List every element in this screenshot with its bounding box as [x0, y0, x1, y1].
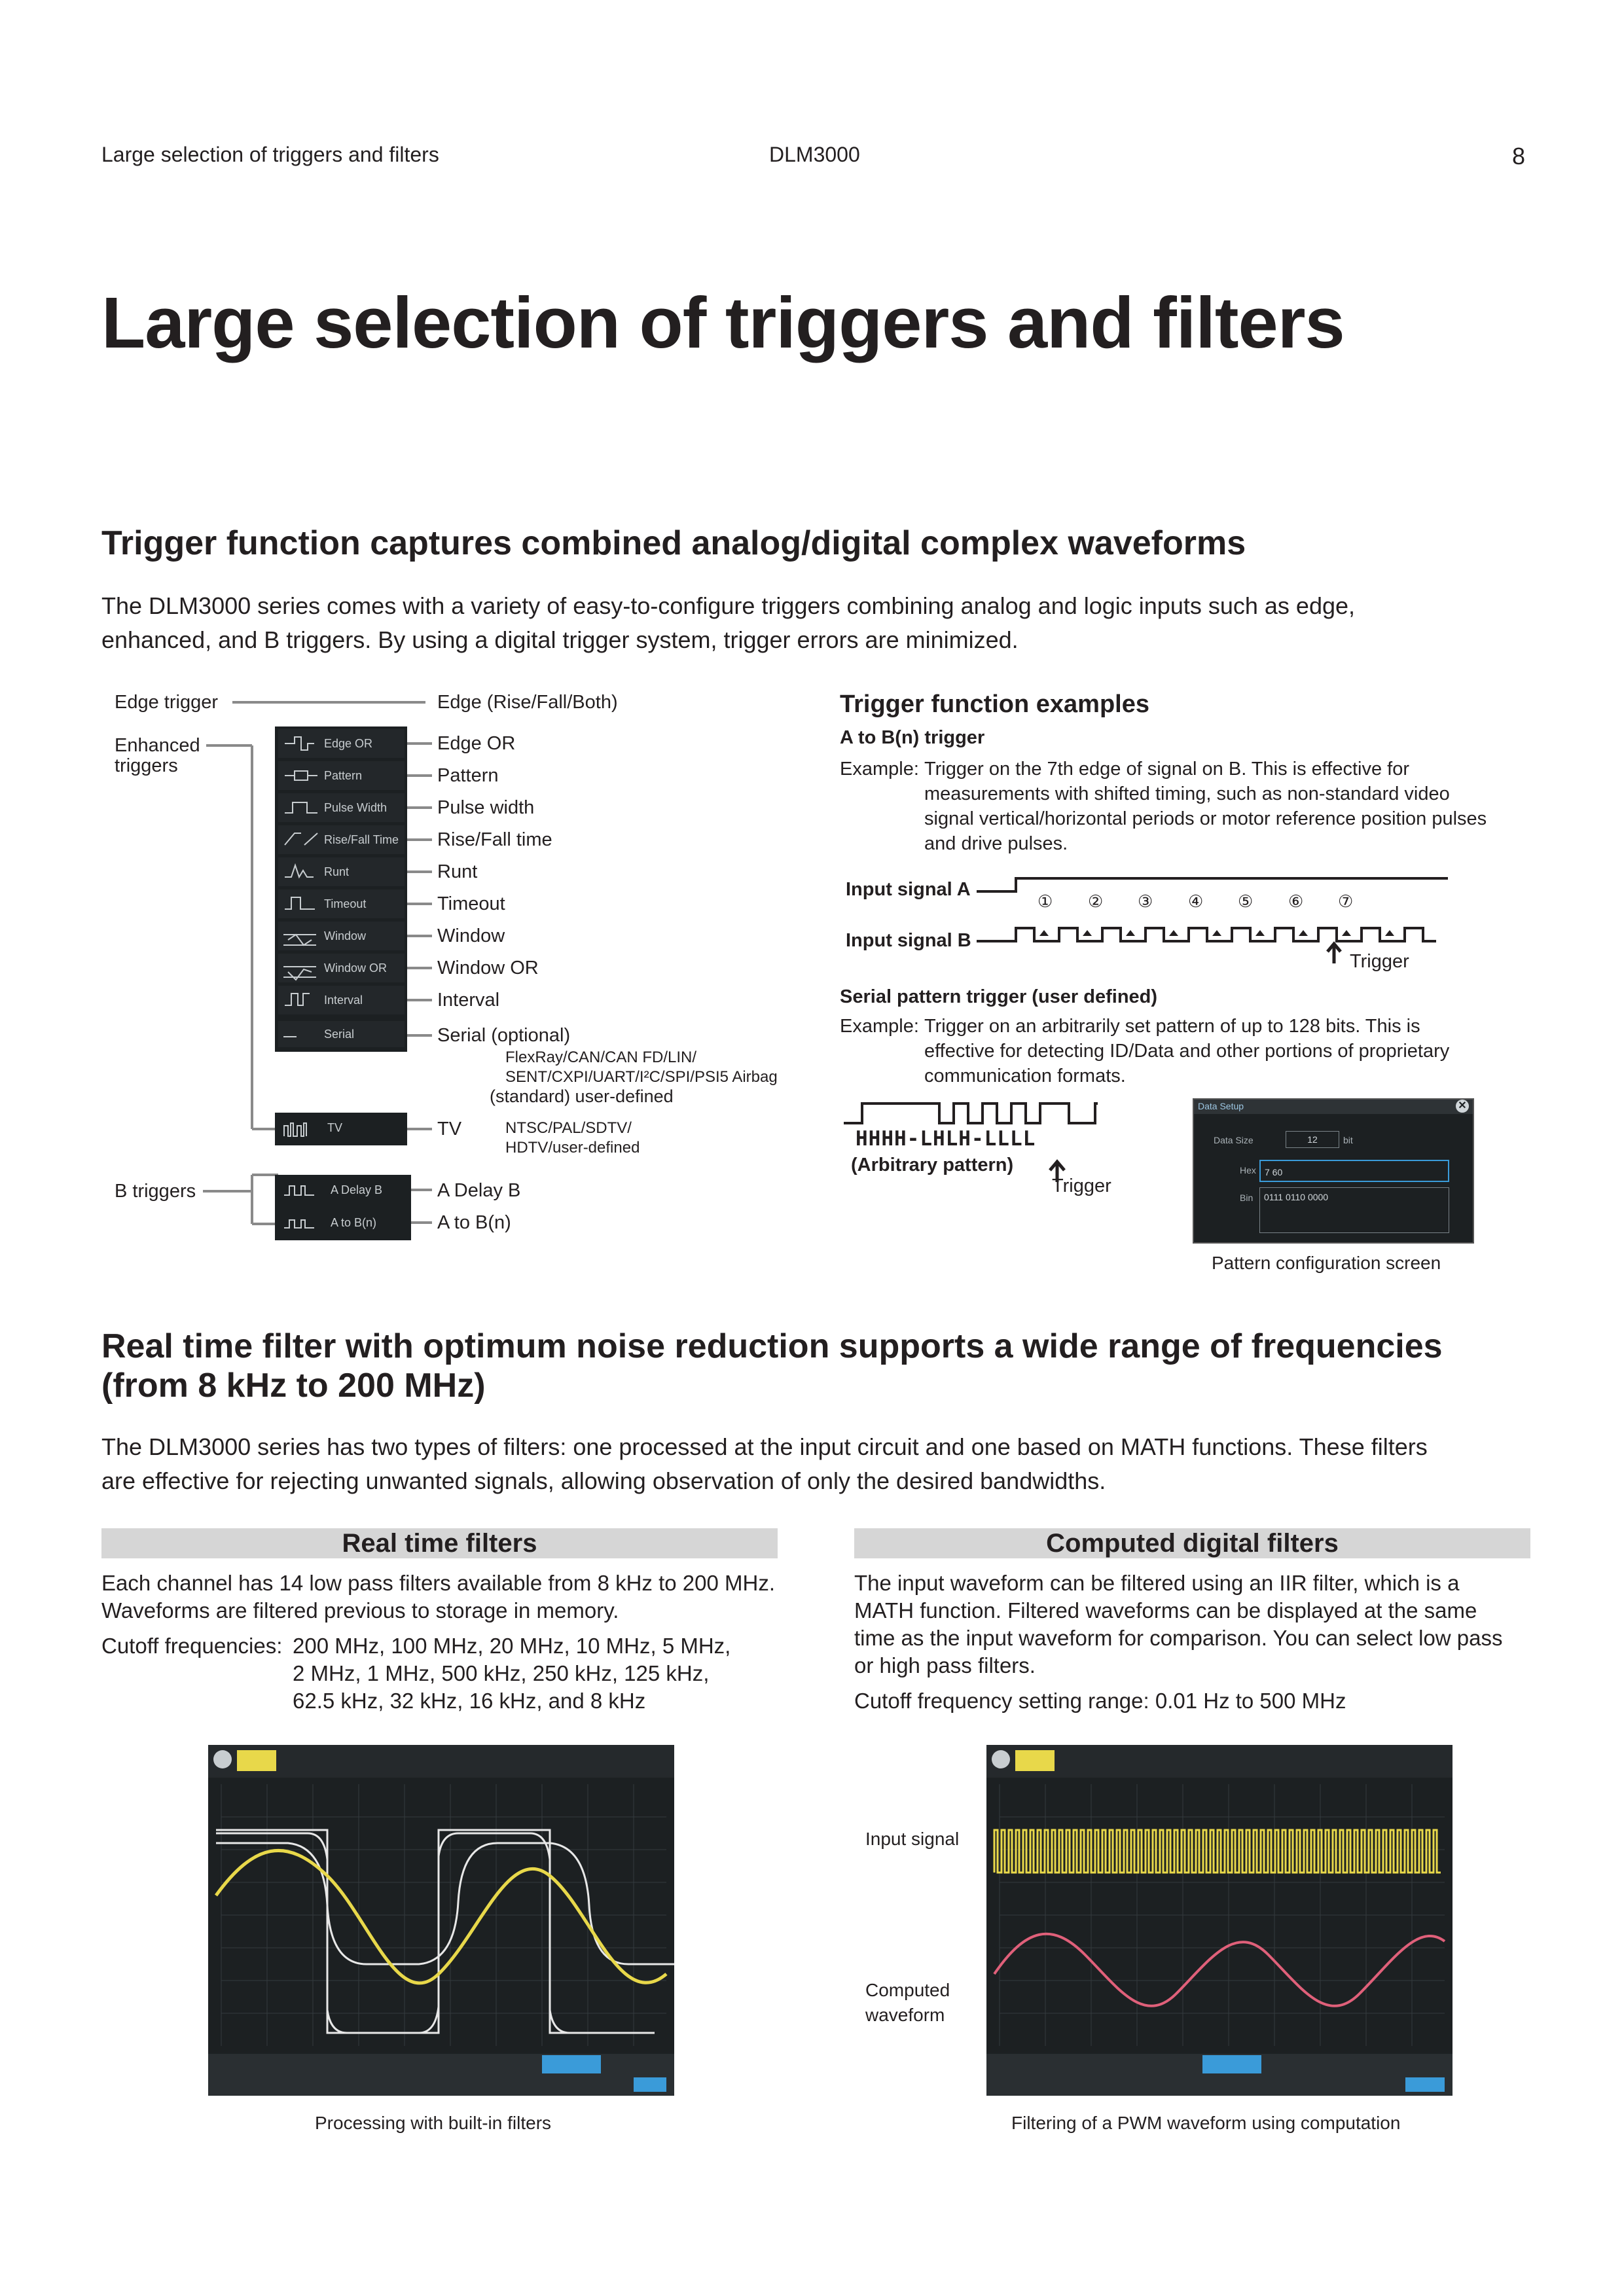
- edge-number-3: ③: [1138, 891, 1153, 911]
- input-a-label: Input signal A: [846, 879, 971, 900]
- computed-filtered-waveform: [994, 1934, 1445, 2006]
- serial-detail-3: (standard) user-defined: [490, 1086, 674, 1106]
- edge-number-7: ⑦: [1338, 891, 1354, 911]
- running-header-product: DLM3000: [769, 143, 860, 166]
- close-icon[interactable]: ✕: [1456, 1100, 1469, 1113]
- menu-item-label: Pulse Width: [324, 801, 388, 814]
- computed-waveform-label-2: waveform: [865, 2005, 945, 2025]
- input-b-label: Input signal B: [846, 930, 971, 951]
- cutoff-line3: 62.5 kHz, 32 kHz, 16 kHz, and 8 kHz: [293, 1689, 646, 1713]
- window-or-icon: [283, 967, 316, 980]
- enhanced-item-rise-fall: Rise/Fall time: [437, 829, 552, 850]
- serial-example-label: Example:: [840, 1016, 919, 1037]
- filter-intro-line2: are effective for rejecting unwanted signals, allowing observation of only the desired bandwidths.: [101, 1467, 1106, 1494]
- examples-heading: Trigger function examples: [840, 691, 1149, 718]
- serial-pattern-title: Serial pattern trigger (user defined): [840, 986, 1158, 1007]
- trigger-intro-line1: The DLM3000 series comes with a variety of easy-to-configure triggers combining analog and logic inputs such as edge,: [101, 592, 1356, 619]
- tv-detail-2: HDTV/user-defined: [505, 1139, 640, 1157]
- hex-input[interactable]: 7 60: [1259, 1160, 1449, 1182]
- bin-input[interactable]: 0111 0110 0000: [1259, 1187, 1449, 1233]
- menu-item-label: Runt: [324, 865, 350, 878]
- computed-waveform-label-1: Computed: [865, 1980, 950, 2000]
- cutoff-label: Cutoff frequencies:: [101, 1634, 283, 1658]
- edge-number-5: ⑤: [1238, 891, 1254, 911]
- input-signal-label: Input signal: [865, 1829, 960, 1849]
- screen-title: Data Setup: [1198, 1101, 1244, 1111]
- interval-icon: [285, 994, 310, 1005]
- b-menu-icons: [280, 1178, 326, 1237]
- pulse-width-icon: [285, 802, 317, 813]
- realtime-panel-bar: Real time filters: [101, 1528, 778, 1558]
- enhanced-item-interval: Interval: [437, 990, 500, 1011]
- b-menu-a-delay-b: A Delay B: [331, 1183, 383, 1196]
- computed-line4: or high pass filters.: [854, 1653, 1036, 1677]
- serial-detail-1: FlexRay/CAN/CAN FD/LIN/: [505, 1049, 697, 1066]
- pattern-bits: HHHH-LHLH-LLLL: [856, 1127, 1036, 1151]
- screen-hex-label: Hex: [1240, 1165, 1256, 1175]
- tv-label: TV: [437, 1119, 462, 1139]
- a-to-bn-timing-diagram: [969, 864, 1492, 969]
- atob-line2: measurements with shifted timing, such as non-standard video: [924, 783, 1450, 804]
- pattern-icon: [285, 771, 317, 780]
- enhanced-item-timeout: Timeout: [437, 893, 505, 914]
- pattern-screen-caption: Pattern configuration screen: [1212, 1253, 1441, 1273]
- b-menu-a-to-bn: A to B(n): [331, 1216, 377, 1229]
- computed-line2: MATH function. Filtered waveforms can be displayed at the same: [854, 1598, 1477, 1623]
- pattern-caption: (Arbitrary pattern): [851, 1155, 1014, 1175]
- serial-line1: Trigger on an arbitrarily set pattern of up to 128 bits. This is: [924, 1016, 1420, 1037]
- atob-example-label: Example:: [840, 759, 919, 780]
- pwm-input-waveform: [994, 1830, 1441, 1873]
- enhanced-item-edge-or: Edge OR: [437, 733, 516, 754]
- enhanced-label-1: Enhanced: [115, 735, 200, 756]
- atob-trigger-label: Trigger: [1350, 951, 1409, 972]
- edge-or-icon: [285, 737, 314, 750]
- menu-item-label: Timeout: [324, 897, 367, 910]
- edge-number-6: ⑥: [1288, 891, 1304, 911]
- trigger-intro-line2: enhanced, and B triggers. By using a digital trigger system, trigger errors are minimized.: [101, 626, 1019, 653]
- screen-bin-label: Bin: [1240, 1193, 1254, 1203]
- computed-caption: Filtering of a PWM waveform using computation: [1011, 2113, 1401, 2133]
- atob-line4: and drive pulses.: [924, 833, 1068, 854]
- sine-wave-8khz: [216, 1850, 666, 1982]
- filtered-wave-1: [216, 1833, 648, 2033]
- edge-number-2: ②: [1088, 891, 1104, 911]
- b-item-a-to-bn: A to B(n): [437, 1212, 511, 1233]
- serial-line3: communication formats.: [924, 1066, 1126, 1086]
- filtered-wave-2: [216, 1843, 674, 1964]
- b-triggers-label: B triggers: [115, 1181, 196, 1202]
- enhanced-label-2: triggers: [115, 755, 178, 776]
- rise-fall-icon: [285, 833, 317, 845]
- a-delay-b-icon: [284, 1186, 314, 1195]
- realtime-line1: Each channel has 14 low pass filters available from 8 kHz to 200 MHz.: [101, 1571, 775, 1595]
- filter-heading-line1: Real time filter with optimum noise reduction supports a wide range of frequencies: [101, 1327, 1443, 1365]
- screen-size-unit: bit: [1343, 1135, 1353, 1145]
- running-header-section: Large selection of triggers and filters: [101, 143, 439, 166]
- page-number: 8: [1512, 143, 1526, 170]
- pattern-trigger-label: Trigger: [1052, 1175, 1111, 1196]
- b-item-a-delay-b: A Delay B: [437, 1180, 521, 1201]
- edge-trigger-label: Edge trigger: [115, 692, 218, 713]
- enhanced-item-pattern: Pattern: [437, 765, 499, 786]
- trigger-arrow-icon: [1327, 944, 1341, 963]
- realtime-caption: Processing with built-in filters: [315, 2113, 552, 2133]
- computed-panel-bar: Computed digital filters: [854, 1528, 1530, 1558]
- cutoff-line2: 2 MHz, 1 MHz, 500 kHz, 250 kHz, 125 kHz,: [293, 1661, 710, 1685]
- edge-number-1: ①: [1038, 891, 1053, 911]
- computed-line1: The input waveform can be filtered using an IIR filter, which is a: [854, 1571, 1460, 1595]
- menu-item-label: Rise/Fall Time: [324, 833, 399, 846]
- serial-detail-2: SENT/CXPI/UART/I²C/SPI/PSI5 Airbag: [505, 1068, 778, 1086]
- signal-a-waveform: [977, 878, 1448, 891]
- computed-range: Cutoff frequency setting range: 0.01 Hz to 500 MHz: [854, 1689, 1346, 1713]
- menu-item-label: Interval: [324, 994, 363, 1007]
- realtime-scope-waveforms: [208, 1745, 674, 2096]
- computed-scope-waveforms: [986, 1745, 1453, 2096]
- atob-line3: signal vertical/horizontal periods or motor reference position pulses: [924, 808, 1487, 829]
- page-title: Large selection of triggers and filters: [101, 283, 1344, 363]
- edge-number-4: ④: [1188, 891, 1204, 911]
- tv-detail-1: NTSC/PAL/SDTV/: [505, 1119, 632, 1137]
- menu-item-label: Pattern: [324, 769, 363, 782]
- trigger-section-heading: Trigger function captures combined analog/digital complex waveforms: [101, 524, 1246, 562]
- runt-icon: [285, 865, 314, 877]
- cutoff-line1: 200 MHz, 100 MHz, 20 MHz, 10 MHz, 5 MHz,: [293, 1634, 731, 1658]
- atob-title: A to B(n) trigger: [840, 727, 985, 748]
- computed-line3: time as the input waveform for comparison. You can select low pass: [854, 1626, 1503, 1650]
- serial-waveform: [844, 1103, 1098, 1123]
- square-wave-200mhz: [216, 1830, 655, 2033]
- menu-item-label: Window OR: [324, 961, 388, 975]
- pattern-config-screen: [1193, 1098, 1474, 1244]
- screen-size-label: Data Size: [1214, 1135, 1254, 1145]
- window-icon: [283, 935, 316, 945]
- menu-icons: [278, 729, 324, 1050]
- menu-item-label: Serial: [324, 1028, 355, 1041]
- timeout-icon: [285, 897, 315, 909]
- filter-heading-line2: (from 8 kHz to 200 MHz): [101, 1367, 486, 1405]
- menu-item-label: Edge OR: [324, 737, 373, 750]
- a-to-bn-icon: [284, 1220, 314, 1228]
- atob-line1: Trigger on the 7th edge of signal on B. This is effective for: [924, 759, 1410, 780]
- enhanced-item-pulse-width: Pulse width: [437, 797, 535, 818]
- realtime-line2: Waveforms are filtered previous to storage in memory.: [101, 1598, 619, 1623]
- enhanced-item-window: Window: [437, 925, 505, 946]
- menu-item-label: Window: [324, 929, 367, 942]
- enhanced-item-serial: Serial (optional): [437, 1025, 571, 1046]
- data-size-input[interactable]: 12: [1286, 1131, 1339, 1148]
- tv-icon: [281, 1121, 321, 1140]
- enhanced-item-runt: Runt: [437, 861, 478, 882]
- filter-intro-line1: The DLM3000 series has two types of filters: one processed at the input circuit and one based on MATH functions. These filters: [101, 1433, 1428, 1460]
- edge-trigger-value: Edge (Rise/Fall/Both): [437, 692, 618, 713]
- enhanced-item-window-or: Window OR: [437, 958, 539, 978]
- serial-line2: effective for detecting ID/Data and other portions of proprietary: [924, 1041, 1450, 1062]
- tv-menu-label: TV: [327, 1121, 343, 1134]
